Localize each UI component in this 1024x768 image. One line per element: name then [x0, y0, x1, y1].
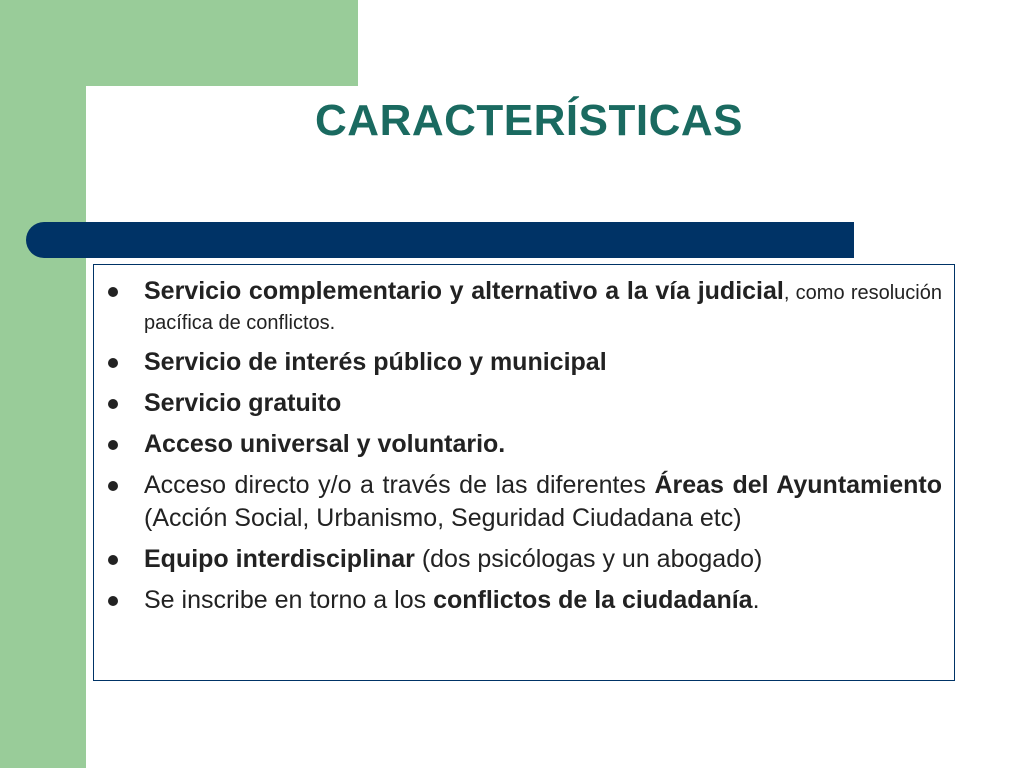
bullet-dot-icon	[108, 399, 118, 409]
list-item	[94, 469, 942, 535]
bullet-list	[94, 265, 954, 617]
list-item	[94, 275, 942, 338]
bullet-text: .	[752, 586, 760, 614]
bullet-dot-icon	[108, 358, 118, 368]
bullet-text: , como resolución pacífica de conflictos.	[144, 282, 942, 334]
bullet-text: (Acción Social, Urbanismo, Seguridad Ciudadana etc)	[144, 504, 742, 532]
bullet-bold-text: Servicio gratuito	[144, 389, 342, 417]
bullet-dot-icon	[108, 596, 118, 606]
list-item	[94, 346, 942, 379]
list-item	[94, 543, 942, 576]
bullet-dot-icon	[108, 287, 118, 297]
bullet-bold-text: Servicio de interés público y municipal	[144, 348, 607, 376]
bullet-bold-text: Equipo interdisciplinar	[144, 545, 415, 573]
bullet-text: Acceso directo y/o a través de las diferentes	[144, 471, 655, 499]
bullet-bold-text: Áreas del Ayuntamiento	[654, 471, 943, 499]
list-item	[94, 387, 942, 420]
bullet-bold-text: Acceso universal y voluntario.	[144, 430, 506, 458]
bullet-bold-text: conflictos de la ciudadanía	[433, 586, 753, 614]
list-item	[94, 428, 942, 461]
bullet-dot-icon	[108, 481, 118, 491]
decorative-green-top-block	[0, 0, 358, 86]
list-item	[94, 584, 942, 617]
content-box	[93, 264, 955, 681]
slide-title: CARACTERÍSTICAS	[315, 96, 743, 145]
decorative-navy-bar	[26, 222, 854, 258]
bullet-text: (dos psicólogas y un abogado)	[414, 545, 763, 573]
bullet-dot-icon	[108, 440, 118, 450]
bullet-bold-text: Servicio complementario y alternativo a la vía judicial	[144, 277, 784, 305]
bullet-text: Se inscribe en torno a los	[144, 586, 434, 614]
bullet-dot-icon	[108, 555, 118, 565]
